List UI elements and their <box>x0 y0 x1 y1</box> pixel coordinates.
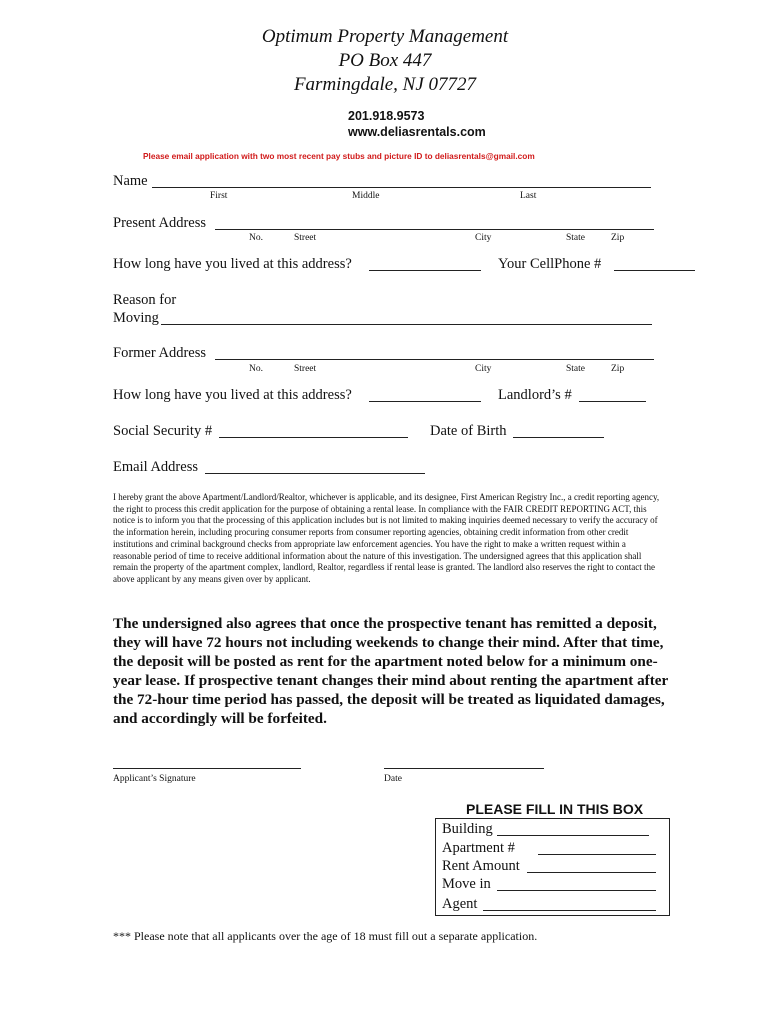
address-city-label: City <box>475 233 492 243</box>
apartment-label: Apartment # <box>442 840 515 856</box>
fill-box-title: PLEASE FILL IN THIS BOX <box>466 801 644 817</box>
agent-label: Agent <box>442 896 478 912</box>
date-label: Date <box>384 774 402 784</box>
building-field[interactable] <box>497 835 649 836</box>
email-field[interactable] <box>205 473 425 474</box>
company-city: Farmingdale, NJ 07727 <box>293 74 477 95</box>
move-in-label: Move in <box>442 876 491 892</box>
cellphone-label: Your CellPhone # <box>498 256 602 272</box>
present-address-field[interactable] <box>215 229 654 230</box>
reason-label-line1: Reason for <box>113 292 177 308</box>
building-label: Building <box>442 821 493 837</box>
reason-label-line2: Moving <box>113 310 159 326</box>
former-city-label: City <box>475 364 492 374</box>
how-long-label: How long have you lived at this address? <box>113 256 352 272</box>
name-last-label: Last <box>520 191 537 201</box>
apartment-field[interactable] <box>538 854 656 855</box>
reason-field[interactable] <box>161 324 652 325</box>
address-zip-label: Zip <box>611 233 625 243</box>
name-label: Name <box>113 173 148 189</box>
dob-field[interactable] <box>513 437 604 438</box>
present-address-label: Present Address <box>113 215 207 231</box>
how-long-field-2[interactable] <box>369 401 481 402</box>
name-first-label: First <box>210 191 228 201</box>
company-name: Optimum Property Management <box>261 26 509 47</box>
address-state-label: State <box>566 233 585 243</box>
email-notice: Please email application with two most recent pay stubs and picture ID to deliasrentals@gmail.com <box>143 151 535 161</box>
ssn-label: Social Security # <box>113 423 213 439</box>
cellphone-field[interactable] <box>614 270 695 271</box>
former-address-label: Former Address <box>113 345 207 361</box>
how-long-label-2: How long have you lived at this address? <box>113 387 352 403</box>
agent-field[interactable] <box>483 910 656 911</box>
name-field[interactable] <box>152 187 651 188</box>
applicant-signature-label: Applicant’s Signature <box>113 774 196 784</box>
company-website[interactable]: www.deliasrentals.com <box>348 125 486 139</box>
dob-label: Date of Birth <box>430 423 507 439</box>
how-long-field[interactable] <box>369 270 481 271</box>
address-no-label: No. <box>249 233 263 243</box>
rent-amount-label: Rent Amount <box>442 858 520 874</box>
address-street-label: Street <box>294 233 317 243</box>
name-middle-label: Middle <box>352 191 380 201</box>
former-state-label: State <box>566 364 585 374</box>
deposit-paragraph: The undersigned also agrees that once the prospective tenant has remitted a deposit, they will have 72 hours not including weekends to change their mind. After that time, the deposit will be posted as rent for the apartment noted below for a minimum one-year lease. If prospective tenant changes their mind about renting the apartment after the 72-hour time period has passed, the deposit will be treated as liquidated damages, and accordingly will be forfeited. <box>113 615 668 728</box>
company-phone: 201.918.9573 <box>348 109 425 123</box>
former-no-label: No. <box>249 364 263 374</box>
footer-note: *** Please note that all applicants over the age of 18 must fill out a separate application. <box>113 929 538 943</box>
landlord-field[interactable] <box>579 401 646 402</box>
move-in-field[interactable] <box>497 890 656 891</box>
former-address-field[interactable] <box>215 359 654 360</box>
authorization-paragraph: I hereby grant the above Apartment/Landlord/Realtor, whichever is applicable, and its designee, First American Registry Inc., a credit reporting agency, the right to process this credit application for the purpose of obtaining a rental lease. In compliance with the FAIR CREDIT REPORTING ACT, this notice is to inform you that the processing of this application includes but is not limited to making inquiries deemed necessary to verify the accuracy of the information herein, including procuring consumer reports from consumer reporting agencies, obtaining credit information from other credit institutions and criminal background checks from appropriate law enforcement agencies. You have the right to make a written request within a reasonable period of time to receive additional information about the nature of this investigation. The undersigned agrees that this application shall remain the property of the apartment complex, landlord, Realtor, regardless if rental lease is granted. The landlord also reserves the right to contact the above applicant by any means given over by applicant. <box>113 492 660 584</box>
rent-amount-field[interactable] <box>527 872 656 873</box>
former-zip-label: Zip <box>611 364 625 374</box>
ssn-field[interactable] <box>219 437 408 438</box>
landlord-label: Landlord’s # <box>498 387 572 403</box>
company-po-box: PO Box 447 <box>338 50 432 71</box>
date-field[interactable] <box>384 768 544 769</box>
email-label: Email Address <box>113 459 198 475</box>
former-street-label: Street <box>294 364 317 374</box>
applicant-signature-field[interactable] <box>113 768 301 769</box>
